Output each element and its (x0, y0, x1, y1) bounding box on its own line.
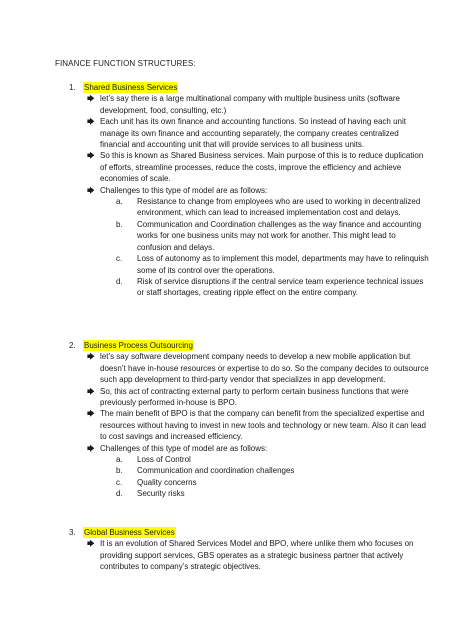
list-letter: d. (116, 276, 123, 286)
list-item (116, 253, 429, 276)
section-title: Business Process Outsourcing (84, 341, 193, 350)
bullet-text: The main benefit of BPO is that the company can benefit from the specialized expertise and resources without having to invest in new tools and technology or new team. Also it can lead to cost savings and increased efficiency. (100, 409, 426, 442)
list-item (83, 443, 429, 500)
challenge-text: Resistance to change from employees who are used to working in decentralized environment, which can lead to increased implementation cost and delays. (137, 197, 421, 218)
challenge-text: Loss of Control (137, 455, 191, 465)
bullet-text: Each unit has its own finance and accounting functions. So instead of having each unit manage its own finance and accounting separately, the company creates centralized financial and accounting unit that will provide services to all business units. (100, 117, 406, 150)
bullet-list (69, 538, 429, 572)
document-title: FINANCE FUNCTION STRUCTURES: (55, 59, 196, 68)
challenge-text: Communication and coordination challenges (137, 466, 295, 476)
bullet-text: So this is known as Shared Business services. Main purpose of this is to reduce duplication of efforts, streamline processes, reduce the costs, improve the efficiency and achieve economies of scale. (100, 151, 424, 184)
bullet-list (69, 93, 429, 298)
section-global-business-services (69, 527, 429, 573)
challenge-list (100, 196, 429, 299)
list-letter: d. (116, 489, 123, 499)
list-letter: b. (116, 466, 123, 476)
section-number: 1. (69, 83, 76, 92)
arrow-right-icon: 🡆 (87, 352, 95, 362)
arrow-right-icon: 🡆 (87, 185, 95, 195)
challenge-text: Risk of service disruptions if the central service team experience technical issues or staff shortages, creating ripple effect on the entire company. (137, 276, 424, 298)
bullet-text: let’s say software development company needs to develop a new mobile application but doesn’t have in-house resources or expertise to do so. So the company decides to outsource such app development to third-party vendor that specializes in app development. (100, 352, 429, 385)
challenge-list (100, 454, 429, 500)
bullet-list (69, 351, 429, 499)
list-letter: c. (116, 477, 123, 487)
list-item (116, 465, 429, 476)
section-business-process-outsourcing (69, 340, 429, 500)
section-shared-business-services (69, 82, 429, 299)
list-item (116, 488, 429, 499)
challenge-text: Loss of autonomy as to implement this model, departments may have to relinquish some of its control over the operations. (137, 254, 429, 275)
arrow-right-icon: 🡆 (87, 539, 95, 549)
section-heading (69, 82, 429, 93)
list-letter: a. (116, 455, 123, 465)
list-letter: c. (116, 254, 123, 264)
arrow-right-icon: 🡆 (87, 386, 95, 396)
list-item (116, 477, 429, 488)
list-item (83, 538, 429, 572)
bullet-text: Challenges to this type of model are as follows: (100, 185, 268, 195)
bullet-text: Challenges of this type of model are as follows: (100, 443, 268, 453)
section-title: Shared Business Services (84, 83, 178, 92)
arrow-right-icon: 🡆 (87, 151, 95, 161)
list-item (116, 454, 429, 465)
list-item (83, 351, 429, 385)
bullet-text: It is an evolution of Shared Services Model and BPO, where unlike them who focuses on providing support services, GBS operates as a strategic business partner that actively contributes to company’s strategic objectives. (100, 539, 414, 572)
list-item (83, 93, 429, 116)
list-item (83, 386, 429, 409)
list-item (83, 185, 429, 299)
arrow-right-icon: 🡆 (87, 94, 95, 104)
list-letter: b. (116, 219, 123, 229)
arrow-right-icon: 🡆 (87, 117, 95, 127)
list-letter: a. (116, 197, 123, 207)
list-item (83, 116, 429, 150)
bullet-text: So, this act of contracting external party to perform certain business functions that were previously performed in-house is BPO. (100, 386, 409, 408)
section-heading (69, 527, 429, 538)
list-item (116, 276, 429, 299)
challenge-text: Quality concerns (137, 477, 197, 487)
list-item (83, 408, 429, 442)
arrow-right-icon: 🡆 (87, 443, 95, 453)
section-number: 3. (69, 528, 76, 537)
section-title: Global Business Services (84, 528, 175, 537)
list-item (116, 196, 429, 219)
list-item (116, 219, 429, 253)
arrow-right-icon: 🡆 (87, 409, 95, 419)
section-number: 2. (69, 341, 76, 350)
section-heading (69, 340, 429, 351)
challenge-text: Communication and Coordination challenges as the way finance and accounting works for one business units may not work for another. This might lead to confusion and delays. (137, 219, 422, 252)
bullet-text: let’s say there is a large multinational company with multiple business units (software development, food, consulting, etc.) (100, 94, 400, 115)
list-item (83, 150, 429, 184)
challenge-text: Security risks (137, 489, 185, 499)
